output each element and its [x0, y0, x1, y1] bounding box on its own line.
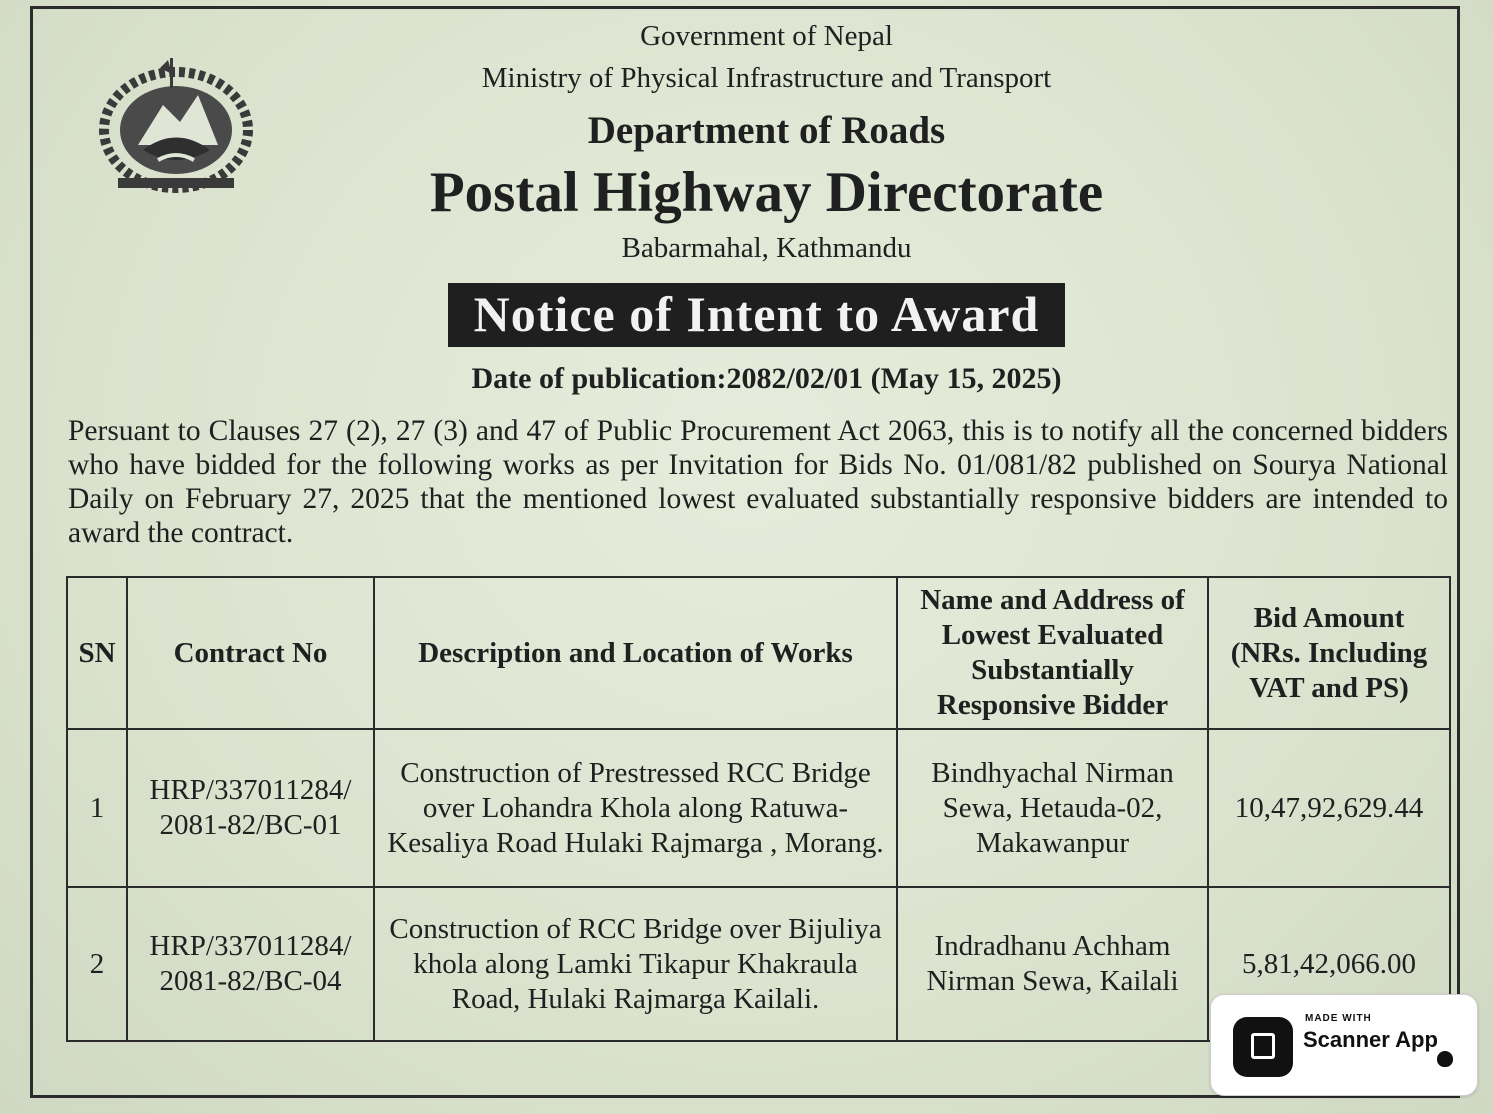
- department-name: Department of Roads: [587, 109, 946, 152]
- publication-date: Date of publication:2082/02/01 (May 15, 2025): [471, 362, 1062, 395]
- award-table: [66, 576, 1451, 1042]
- row-bidder: Bindhyachal Nirman Sewa, Hetauda-02, Makawanpur: [897, 729, 1208, 887]
- header-bidder: Name and Address of Lowest Evaluated Substantially Responsive Bidder: [897, 577, 1208, 729]
- table-row: [67, 729, 1450, 887]
- row-sn: 2: [67, 887, 127, 1041]
- office-address: Babarmahal, Kathmandu: [621, 232, 912, 264]
- notice-title: Notice of Intent to Award: [448, 283, 1066, 347]
- made-with-label: MADE WITH: [1305, 1013, 1372, 1024]
- row-contract-no: HRP/337011284/ 2081-82/BC-04: [127, 887, 374, 1041]
- header-sn: SN: [67, 577, 127, 729]
- row-sn: 1: [67, 729, 127, 887]
- directorate-name: Postal Highway Directorate: [429, 161, 1104, 224]
- notice-body: Persuant to Clauses 27 (2), 27 (3) and 47 of Public Procurement Act 2063, this is to notify all the concerned bidders who have bidded for the following works as per Invitation for Bids No. 01/081/82 published on Sourya National Daily on February 27, 2025 that the mentioned lowest evaluated substantially responsive bidders are intended to award the contract.: [68, 415, 1448, 549]
- header-bid-amount: Bid Amount (NRs. Including VAT and PS): [1208, 577, 1450, 729]
- ministry-name: Ministry of Physical Infrastructure and Transport: [481, 62, 1052, 94]
- row-description: Construction of Prestressed RCC Bridge over Lohandra Khola along Ratuwa- Kesaliya Road Hulaki Rajmarga , Morang.: [374, 729, 897, 887]
- row-bidder: Indradhanu Achham Nirman Sewa, Kailali: [897, 887, 1208, 1041]
- government-name: Government of Nepal: [640, 20, 893, 52]
- scanner-app-icon: [1233, 1017, 1293, 1077]
- table-header-row: [67, 577, 1450, 729]
- app-name-label: Scanner App: [1303, 1027, 1438, 1052]
- header-description: Description and Location of Works: [374, 577, 897, 729]
- row-contract-no: HRP/337011284/ 2081-82/BC-01: [127, 729, 374, 887]
- header-contract-no: Contract No: [127, 577, 374, 729]
- scanner-app-watermark: [1210, 994, 1478, 1096]
- apple-icon: [1437, 1051, 1453, 1067]
- notice-title-banner: [0, 283, 1493, 347]
- row-bid-amount: 10,47,92,629.44: [1208, 729, 1450, 887]
- row-description: Construction of RCC Bridge over Bijuliya khola along Lamki Tikapur Khakraula Road, Hulaki Rajmarga Kailali.: [374, 887, 897, 1041]
- row-bid-amount: 5,81,42,066.00: [1208, 887, 1450, 1041]
